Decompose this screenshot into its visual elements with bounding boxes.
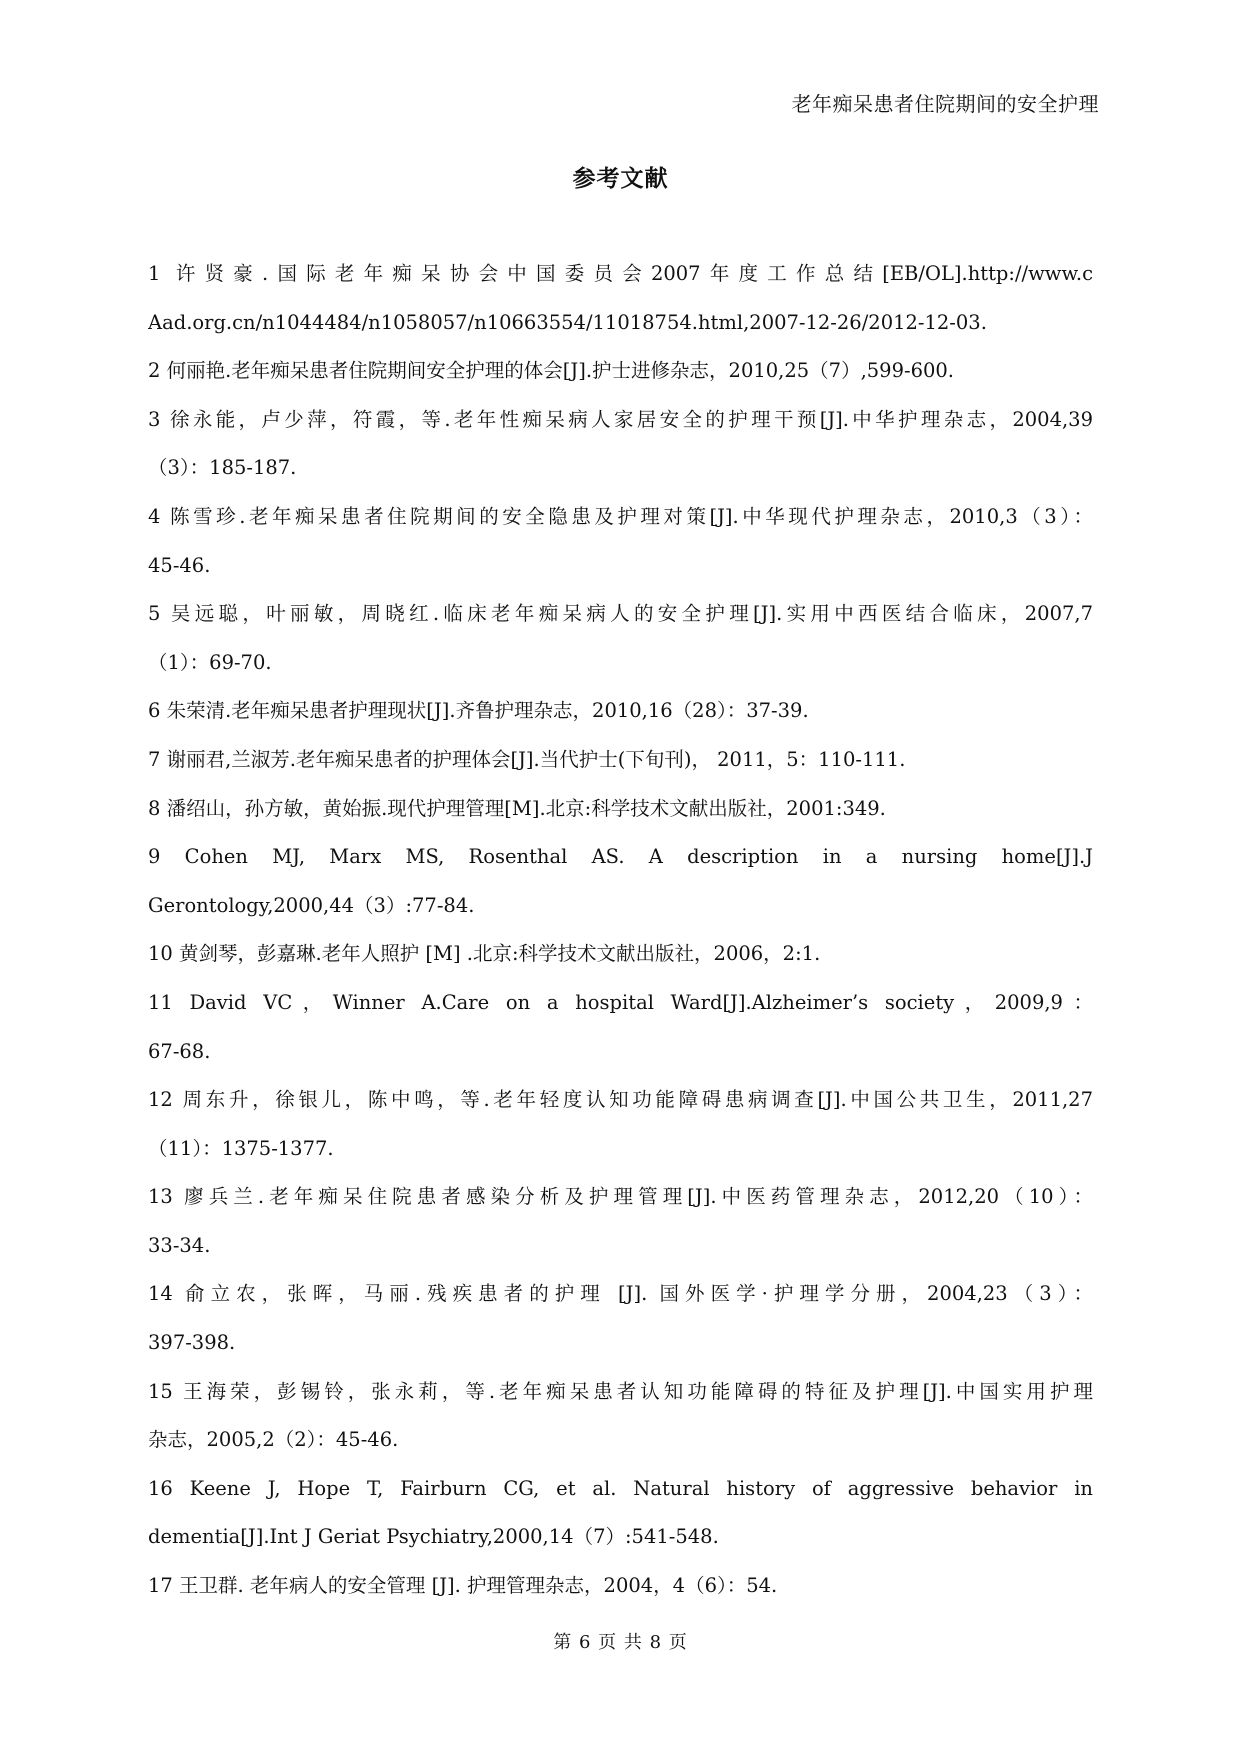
reference-line: 16 Keene J, Hope T, Fairburn CG, et al. Natural history of aggressive behavior in <box>148 1476 1093 1500</box>
page-footer: 第 6 页 共 8 页 <box>553 1632 688 1653</box>
reference-line: 1 许贤豪.国际老年痴呆协会中国委员会2007年度工作总结[EB/OL].http://www.c <box>148 262 1093 285</box>
reference-line: dementia[J].Int J Geriat Psychiatry,2000,14（7）:541-548. <box>148 1525 719 1549</box>
reference-line: （11）：1375-1377. <box>148 1136 334 1160</box>
reference-line: 67-68. <box>148 1039 211 1063</box>
reference-line: 9 Cohen MJ, Marx MS, Rosenthal AS. A description in a nursing home[J].J <box>148 845 1093 869</box>
reference-line: （1）：69-70. <box>148 650 272 674</box>
reference-line: Gerontology,2000,44（3）:77-84. <box>148 893 475 917</box>
reference-line: 14 俞立农，张晖，马丽.残疾患者的护理 [J]. 国外医学·护理学分册，2004,23（3）： <box>148 1282 1093 1306</box>
reference-line: 12 周东升，徐银儿，陈中鸣，等.老年轻度认知功能障碍患病调查[J].中国公共卫生，2011,27 <box>148 1088 1093 1112</box>
running-header: 老年痴呆患者住院期间的安全护理 <box>791 92 1099 116</box>
reference-line: 17 王卫群. 老年病人的安全管理 [J]. 护理管理杂志，2004，4（6）：54. <box>148 1574 778 1598</box>
reference-line: 33-34. <box>148 1233 211 1257</box>
reference-line: 8 潘绍山，孙方敏，黄始振.现代护理管理[M].北京:科学技术文献出版社，2001:349. <box>148 796 886 820</box>
reference-line: 4 陈雪珍.老年痴呆患者住院期间的安全隐患及护理对策[J].中华现代护理杂志，2010,3（3）： <box>148 504 1093 528</box>
reference-line: 10 黄剑琴，彭嘉琳.老年人照护 [M] .北京:科学技术文献出版社，2006，2:1. <box>148 942 821 966</box>
reference-line: 5 吴远聪，叶丽敏，周晓红.临床老年痴呆病人的安全护理[J].实用中西医结合临床，2007,7 <box>148 602 1093 626</box>
reference-line: （3）：185-187. <box>148 456 297 480</box>
reference-line: 6 朱荣清.老年痴呆患者护理现状[J].齐鲁护理杂志，2010,16（28）：37-39. <box>148 699 809 723</box>
reference-line: 杂志，2005,2（2）：45-46. <box>148 1428 399 1452</box>
reference-line: 3 徐永能，卢少萍，符霞，等.老年性痴呆病人家居安全的护理干预[J].中华护理杂志，2004,39 <box>148 407 1093 431</box>
reference-line: 13 廖兵兰.老年痴呆住院患者感染分析及护理管理[J].中医药管理杂志，2012,20（10）： <box>148 1185 1093 1209</box>
reference-line: 45-46. <box>148 553 211 577</box>
page-title: 参考文献 <box>572 165 669 192</box>
reference-line: 2 何丽艳.老年痴呆患者住院期间安全护理的体会[J].护士进修杂志，2010,25（7）,599-600. <box>148 359 955 383</box>
reference-line: 11 David VC，Winner A.Care on a hospital Ward[J].Alzheimer’s society，2009,9： <box>148 990 1093 1014</box>
reference-line: Aad.org.cn/n1044484/n1058057/n10663554/11018754.html,2007-12-26/2012-12-03. <box>148 310 987 334</box>
reference-line: 7 谢丽君,兰淑芳.老年痴呆患者的护理体会[J].当代护士(下旬刊)， 2011，5：110-111. <box>148 747 906 771</box>
reference-list <box>148 250 1093 1611</box>
reference-line: 397-398. <box>148 1331 236 1355</box>
reference-line: 15 王海荣，彭锡铃，张永莉，等.老年痴呆患者认知功能障碍的特征及护理[J].中国实用护理 <box>148 1379 1093 1403</box>
